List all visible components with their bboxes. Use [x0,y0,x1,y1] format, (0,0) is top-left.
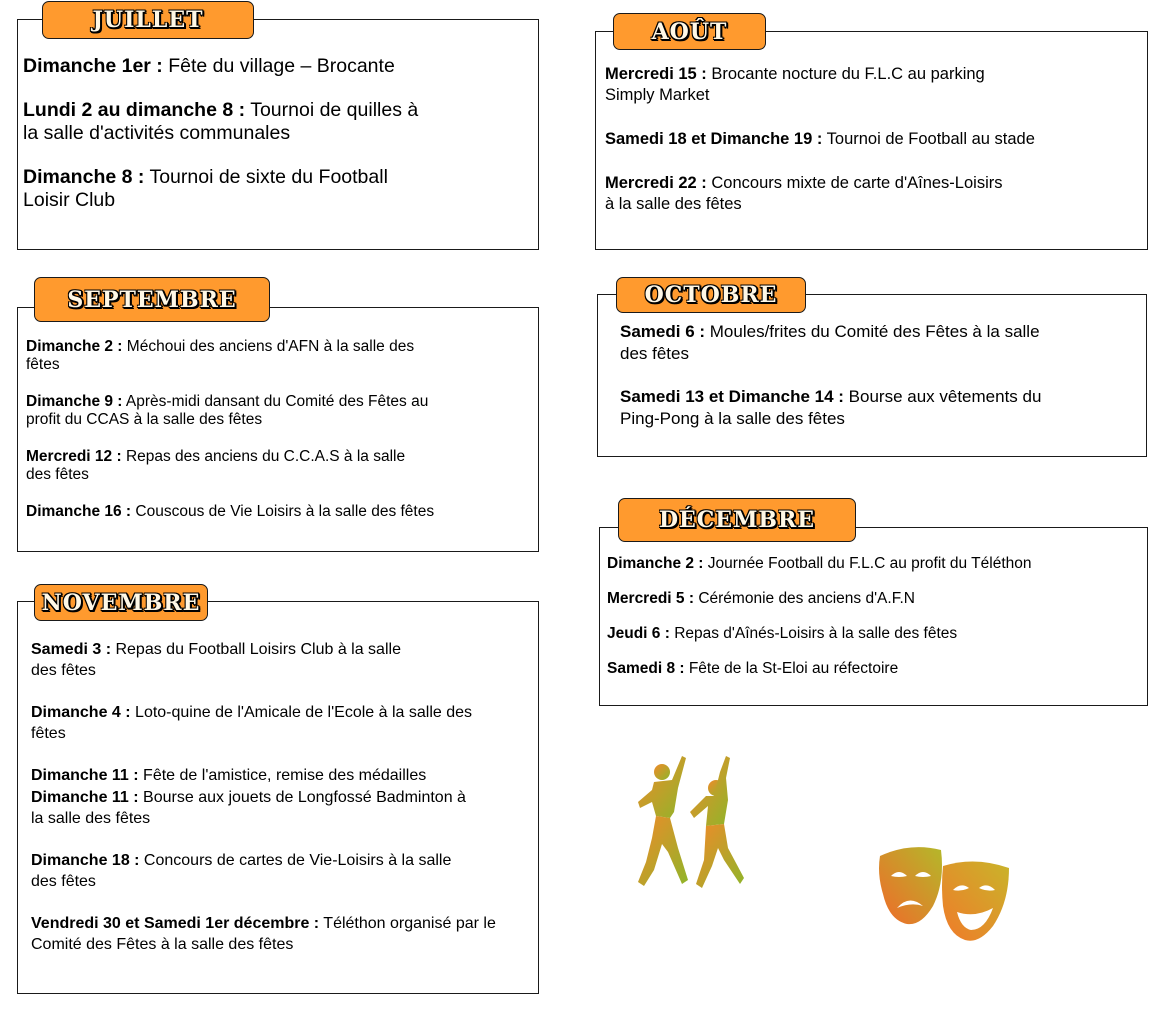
list-item: Dimanche 11 : Bourse aux jouets de Longfossé Badminton à la salle des fêtes [31,789,466,827]
list-item: Mercredi 22 : Concours mixte de carte d'Aînes-Loisirs à la salle des fêtes [605,174,1003,213]
list-item: Dimanche 18 : Concours de cartes de Vie-Loisirs à la salle des fêtes [31,852,452,890]
septembre-entries [26,338,538,540]
list-item: Samedi 18 et Dimanche 19 : Tournoi de Football au stade [605,130,1035,148]
list-item: Vendredi 30 et Samedi 1er décembre : Téléthon organisé par le Comité des Fêtes à la salle des fêtes [31,915,496,953]
list-item: Mercredi 5 : Cérémonie des anciens d'A.F.N [607,590,915,607]
tab-juillet: JUILLET [42,1,254,39]
list-item: Dimanche 16 : Couscous de Vie Loisirs à la salle des fêtes [26,503,435,520]
list-item: Jeudi 6 : Repas d'Aînés-Loisirs à la salle des fêtes [607,625,958,642]
list-item: Dimanche 9 : Après-midi dansant du Comité des Fêtes au profit du CCAS à la salle des fêtes [26,393,429,428]
list-item: Dimanche 2 : Méchoui des anciens d'AFN à la salle des fêtes [26,338,415,373]
list-item: Mercredi 12 : Repas des anciens du C.C.A.S à la salle des fêtes [26,448,406,483]
list-item: Mercredi 15 : Brocante nocture du F.L.C au parking Simply Market [605,65,985,104]
tab-septembre: SEPTEMBRE [34,277,270,322]
list-item: Samedi 6 : Moules/frites du Comité des Fêtes à la salle des fêtes [620,322,1040,363]
sad-mask-icon [879,847,942,924]
theater-masks-icon [875,842,1015,947]
dancers-icon [632,752,750,892]
list-item: Dimanche 8 : Tournoi de sixte du Football Loisir Club [23,166,388,211]
list-item: Dimanche 2 : Journée Football du F.L.C au profit du Téléthon [607,555,1032,572]
decembre-entries [607,555,1147,695]
novembre-entries [31,639,536,976]
list-item: Samedi 8 : Fête de la St-Eloi au réfectoire [607,660,899,677]
aout-entries [605,64,1145,238]
juillet-entries [23,55,538,233]
happy-mask-icon [942,861,1009,940]
tab-novembre: NOVEMBRE [34,584,208,621]
list-item: Dimanche 11 : Fête de l'amistice, remise des médailles [31,767,427,784]
list-item: Dimanche 4 : Loto-quine de l'Amicale de l'Ecole à la salle des fêtes [31,704,473,742]
list-item: Samedi 3 : Repas du Football Loisirs Club à la salle des fêtes [31,641,401,679]
tab-decembre: DÉCEMBRE [618,498,856,542]
list-item: Lundi 2 au dimanche 8 : Tournoi de quilles à la salle d'activités communales [23,99,419,144]
tab-octobre: OCTOBRE [616,277,806,313]
list-item: Samedi 13 et Dimanche 14 : Bourse aux vêtements du Ping-Pong à la salle des fêtes [620,387,1042,428]
tab-aout: AOÛT [613,13,766,50]
list-item: Dimanche 1er : Fête du village – Brocante [23,55,395,77]
octobre-entries [620,321,1145,451]
